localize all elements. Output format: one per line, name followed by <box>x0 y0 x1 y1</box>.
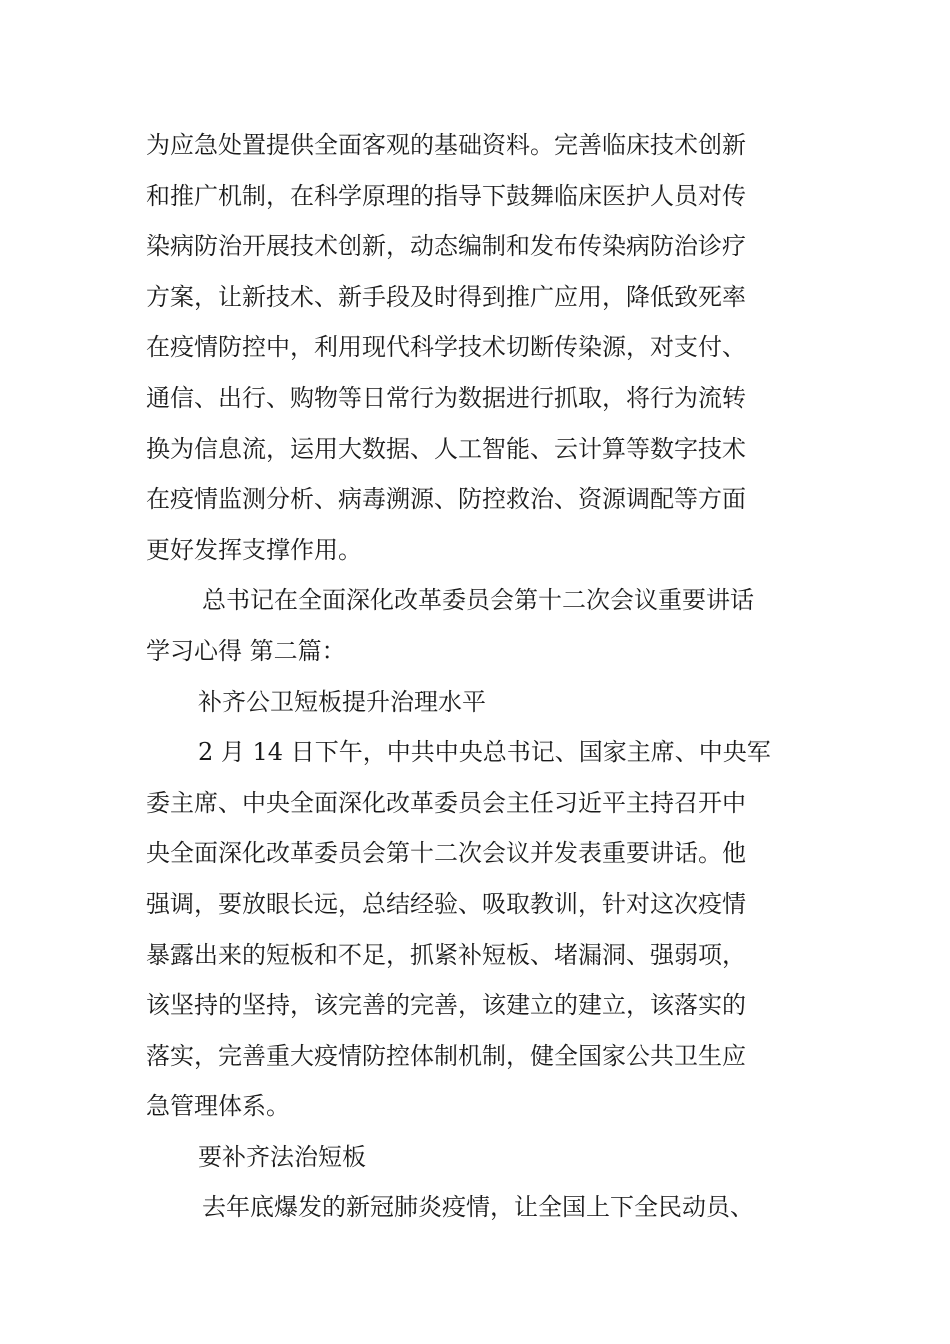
text-line: 落实，完善重大疫情防控体制机制，健全国家公共卫生应 <box>146 1041 746 1070</box>
text-line: 暴露出来的短板和不足，抓紧补短板、堵漏洞、强弱项， <box>146 940 746 969</box>
text-line: 更好发挥支撑作用。 <box>146 535 362 564</box>
section-title: 补齐公卫短板提升治理水平 <box>198 687 486 716</box>
text-line: 为应急处置提供全面客观的基础资料。完善临床技术创新 <box>146 131 746 159</box>
text-line: 委主席、中央全面深化改革委员会主任习近平主持召开中 <box>146 788 746 817</box>
text-line: 方案，让新技术、新手段及时得到推广应用，降低致死率 <box>146 282 746 311</box>
document-body <box>146 120 826 1233</box>
text-line: 急管理体系。 <box>146 1092 290 1121</box>
text-line: 该坚持的坚持，该完善的完善，该建立的建立，该落实的 <box>146 991 746 1020</box>
subsection-title: 要补齐法治短板 <box>198 1142 366 1171</box>
article-heading-line: 总书记在全面深化改革委员会第十二次会议重要讲话 <box>202 586 754 615</box>
text-line: 央全面深化改革委员会第十二次会议并发表重要讲话。他 <box>146 839 746 868</box>
text-line: 换为信息流，运用大数据、人工智能、云计算等数字技术 <box>146 434 746 463</box>
text-line: 在疫情防控中，利用现代科学技术切断传染源，对支付、 <box>146 333 746 362</box>
text-line: 通信、出行、购物等日常行为数据进行抓取，将行为流转 <box>146 383 746 412</box>
text-line: 2 月 14 日下午，中共中央总书记、国家主席、中央军 <box>198 738 771 767</box>
text-line: 染病防治开展技术创新，动态编制和发布传染病防治诊疗 <box>146 232 746 261</box>
text-line: 强调，要放眼长远，总结经验、吸取教训，针对这次疫情 <box>146 889 746 918</box>
text-line: 和推广机制，在科学原理的指导下鼓舞临床医护人员对传 <box>146 181 746 210</box>
text-line: 去年底爆发的新冠肺炎疫情，让全国上下全民动员、 <box>202 1193 754 1222</box>
article-heading-line: 学习心得 第二篇： <box>146 636 346 665</box>
text-line: 在疫情监测分析、病毒溯源、防控救治、资源调配等方面 <box>146 485 746 514</box>
